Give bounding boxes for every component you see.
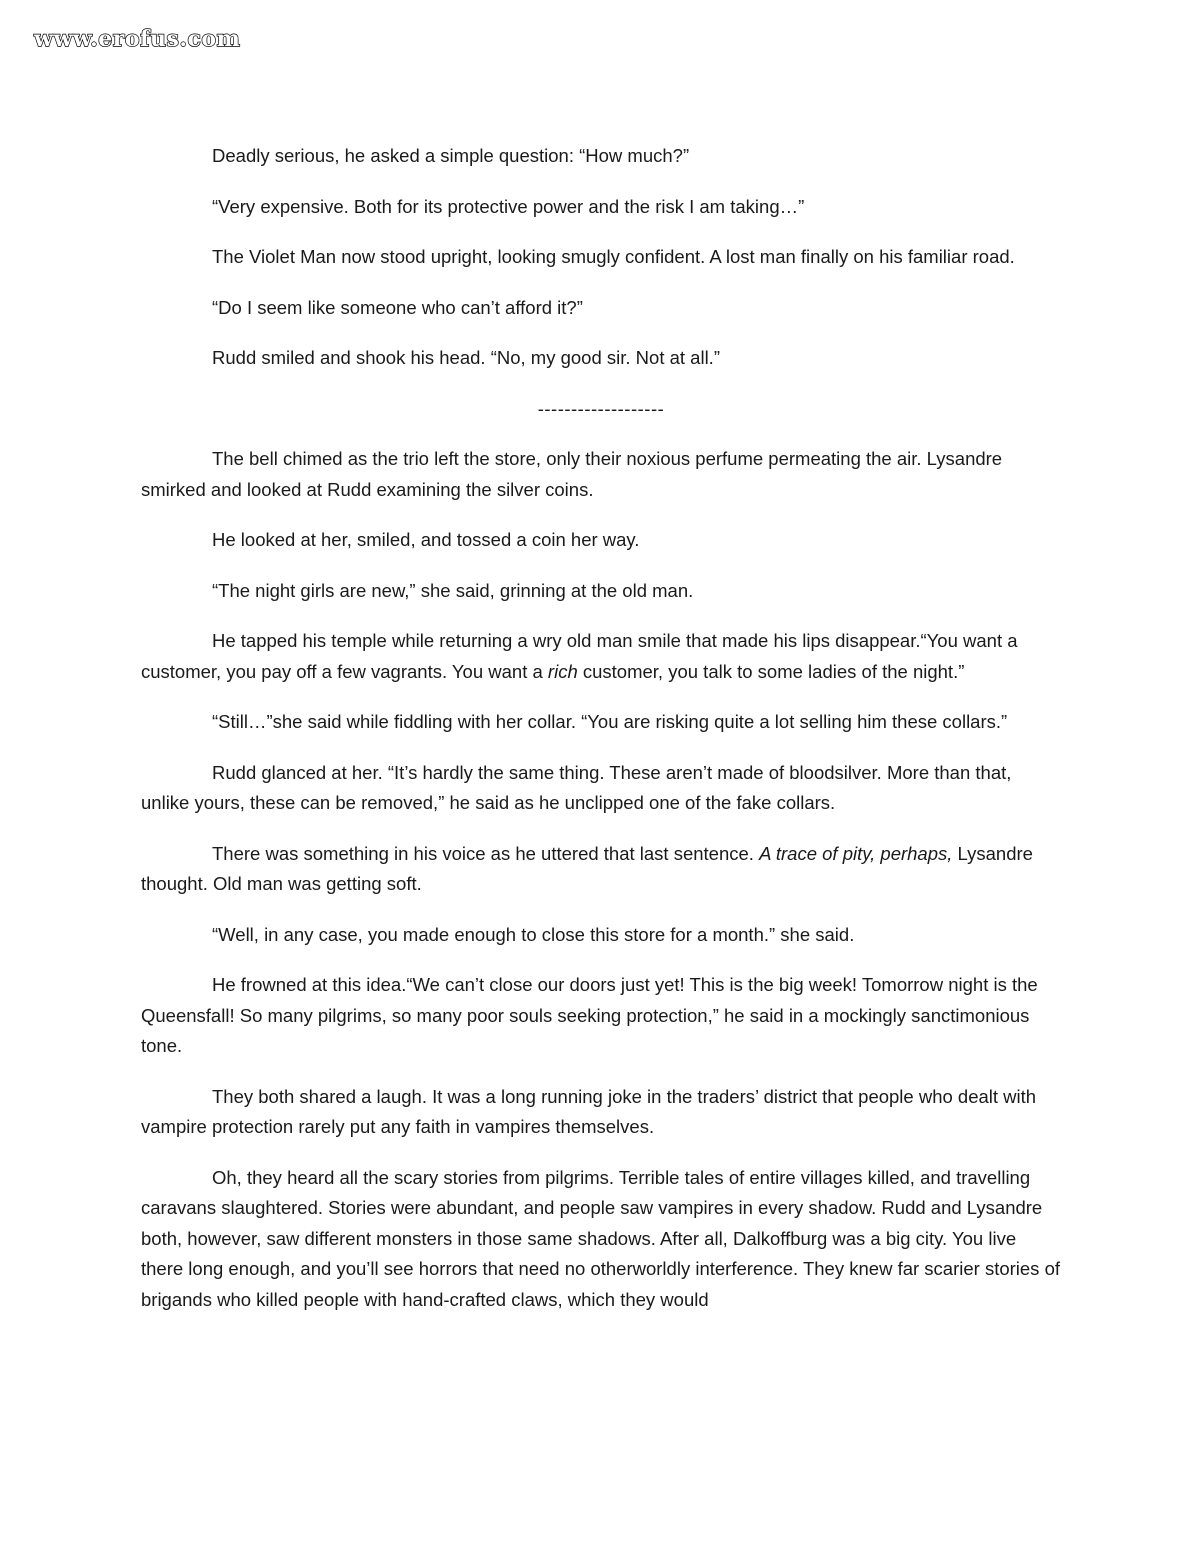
paragraph-text: customer, you talk to some ladies of the night.” xyxy=(577,660,965,682)
paragraph-text: He tapped his temple while returning a wry old man smile that made his lips disappear.“You want a customer, you pay off a few vagrants. You want a xyxy=(141,630,1018,682)
paragraph: “Do I seem like someone who can’t afford it?” xyxy=(212,296,583,318)
paragraph: Oh, they heard all the scary stories from pilgrims. Terrible tales of entire villages killed, and travelling caravans slaughtered. Stories were abundant, and people saw vampires in every shadow. Rudd and Lysandre both, however, saw different monsters in those same shadows. After all, Dalkoffburg was a big city. You live there long enough, and you’ll see horrors that need no otherworldly interference. They knew far scarier stories of brigands who killed people with hand-crafted claws, which they would xyxy=(141,1166,1061,1310)
paragraph: The bell chimed as the trio left the store, only their noxious perfume permeating the air. Lysandre smirked and looked at Rudd examining the silver coins. xyxy=(141,448,1003,500)
paragraph: “The night girls are new,” she said, grinning at the old man. xyxy=(212,579,694,601)
paragraph: He frowned at this idea.“We can’t close our doors just yet! This is the big week! Tomorrow night is the Queensfall! So many pilgrims, so many poor souls seeking protection,” he said in a mockingly sanctimonious tone. xyxy=(141,974,1038,1056)
paragraph xyxy=(141,839,1061,900)
paragraph: Deadly serious, he asked a simple question: “How much?” xyxy=(212,145,690,166)
paragraph: “Very expensive. Both for its protective power and the risk I am taking…” xyxy=(212,195,805,217)
paragraph: “Well, in any case, you made enough to close this store for a month.” she said. xyxy=(212,923,855,945)
paragraph-text: There was something in his voice as he uttered that last sentence. xyxy=(212,842,760,864)
italic-emphasis: A trace of pity, perhaps, xyxy=(759,842,953,864)
italic-emphasis: rich xyxy=(547,660,578,682)
paragraph: Rudd smiled and shook his head. “No, my good sir. Not at all.” xyxy=(212,347,720,368)
document-page xyxy=(141,141,1061,1335)
paragraph: He looked at her, smiled, and tossed a coin her way. xyxy=(212,529,640,550)
paragraph: Rudd glanced at her. “It’s hardly the same thing. These aren’t made of bloodsilver. More than that, unlike yours, these can be removed,” he said as he unclipped one of the fake collars. xyxy=(141,761,1012,813)
paragraph: The Violet Man now stood upright, looking smugly confident. A lost man finally on his familiar road. xyxy=(212,246,1015,267)
watermark-logo: www.erofus.com xyxy=(34,26,241,52)
paragraph: “Still…”she said while fiddling with her collar. “You are risking quite a lot selling him these collars.” xyxy=(212,711,1008,732)
paragraph xyxy=(141,626,1061,687)
paragraph-text: Lysandre thought. Old man was getting soft. xyxy=(141,842,1033,894)
scene-separator: ------------------- xyxy=(537,397,665,419)
paragraph: They both shared a laugh. It was a long running joke in the traders’ district that people who dealt with vampire protection rarely put any faith in vampires themselves. xyxy=(141,1085,1037,1137)
